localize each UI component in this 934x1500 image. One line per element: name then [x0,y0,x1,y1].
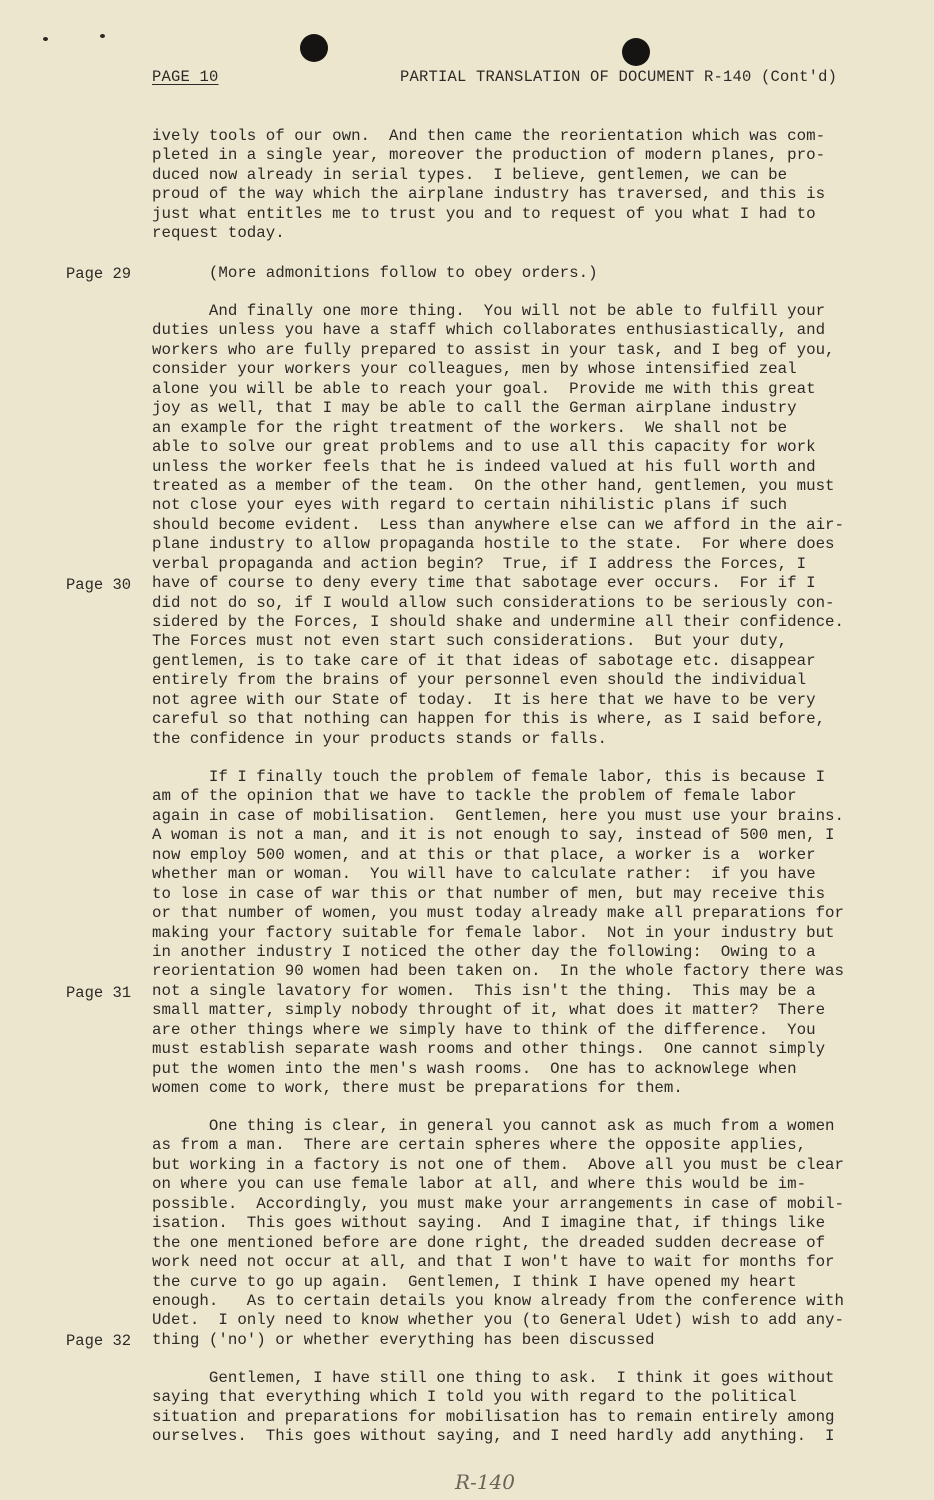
margin-note-page-31: Page 31 [66,984,132,1002]
text-line: The Forces must not even start such considerations. But your duty, [152,632,788,651]
margin-note-page-30: Page 30 [66,576,132,594]
text-line: enough. As to certain details you know already from the conference with [152,1291,845,1310]
punch-hole-right [622,38,650,66]
text-line: in another industry I noticed the other day the following: Owing to a [152,942,816,961]
text-line: And finally one more thing. You will not be able to fulfill your [152,302,826,320]
margin-note-page-29: Page 29 [66,265,132,283]
text-line: just what entitles me to trust you and to request of you what I had to [152,204,816,223]
text-line: the one mentioned before are done right, the dreaded sudden decrease of [152,1233,826,1252]
text-line: saying that everything which I told you with regard to the political [152,1388,797,1407]
text-line: work need not occur at all, and that I won't have to wait for months for [152,1253,835,1272]
text-line: should become evident. Less than anywhere else can we afford in the air- [152,515,845,534]
text-line: possible. Accordingly, you must make your arrangements in case of mobil- [152,1194,845,1213]
handwritten-document-mark: R-140 [455,1470,515,1494]
text-line: verbal propaganda and action begin? True, if I address the Forces, I [152,554,807,573]
paragraph-3 [152,302,862,749]
text-line: have of course to deny every time that sabotage ever occurs. For if I [152,574,816,593]
paragraph-6 [152,1369,862,1447]
text-line: but working in a factory is not one of them. Above all you must be clear [152,1155,845,1174]
text-line: reorientation 90 women had been taken on. In the whole factory there was [152,962,845,981]
text-line: (More admonitions follow to obey orders.) [152,264,598,282]
text-line: an example for the right treatment of the workers. We shall not be [152,418,788,437]
text-line: the curve to go up again. Gentlemen, I think I have opened my heart [152,1272,797,1291]
text-line: request today. [152,224,285,243]
text-line: put the women into the men's wash rooms. One has to acknowlege when [152,1059,797,1078]
text-line: workers who are fully prepared to assist in your task, and I beg of you, [152,340,835,359]
text-line: isation. This goes without saying. And I imagine that, if things like [152,1214,826,1233]
document-title: PARTIAL TRANSLATION OF DOCUMENT R-140 (Cont'd) [400,68,838,86]
text-line: now employ 500 women, and at this or that place, a worker is a worker [152,845,816,864]
text-line: gentlemen, is to take care of it that ideas of sabotage etc. disappear [152,651,816,670]
text-line: ourselves. This goes without saying, and I need hardly add anything. I [152,1427,835,1446]
punch-hole-left [300,34,328,62]
text-line: or that number of women, you must today already make all preparations for [152,904,845,923]
paragraph-5 [152,1117,862,1350]
text-line: did not do so, if I would allow such considerations to be seriously con- [152,593,835,612]
text-line: Udet. I only need to know whether you (to General Udet) wish to add any- [152,1311,845,1330]
text-line: duties unless you have a staff which collaborates enthusiastically, and [152,321,826,340]
paragraph-2 [152,264,862,283]
text-line: ively tools of our own. And then came the reorientation which was com- [152,127,826,145]
text-line: alone you will be able to reach your goal. Provide me with this great [152,379,816,398]
text-line: If I finally touch the problem of female labor, this is because I [152,768,826,786]
margin-note-page-32: Page 32 [66,1332,132,1350]
text-line: not a single lavatory for women. This isn't the thing. This may be a [152,981,816,1000]
text-line: sidered by the Forces, I should shake and undermine all their confidence. [152,613,845,631]
text-line: pleted in a single year, moreover the production of modern planes, pro- [152,146,826,165]
text-line: not close your eyes with regard to certain nihilistic plans if such [152,496,788,515]
ink-speck [100,34,105,38]
text-line: women come to work, there must be preparations for them. [152,1079,683,1097]
text-line: situation and preparations for mobilisation has to remain entirely among [152,1407,835,1426]
page-number-label: PAGE 10 [152,68,219,86]
text-line: careful so that nothing can happen for this is where, as I said before, [152,710,826,729]
text-line: Gentlemen, I have still one thing to ask. I think it goes without [152,1369,835,1387]
text-line: must establish separate wash rooms and other things. One cannot simply [152,1040,826,1059]
text-line: A woman is not a man, and it is not enough to say, instead of 500 men, I [152,826,835,845]
text-line: unless the worker feels that he is indeed valued at his full worth and [152,457,816,476]
text-line: small matter, simply nobody throught of it, what does it matter? There [152,1001,826,1020]
text-line: on where you can use female labor at all, and where this would be im- [152,1175,807,1194]
text-line: the confidence in your products stands or falls. [152,729,608,748]
text-line: plane industry to allow propaganda hostile to the state. For where does [152,535,835,554]
text-line: proud of the way which the airplane industry has traversed, and this is [152,185,826,204]
text-line: am of the opinion that we have to tackle the problem of female labor [152,787,797,806]
text-line: entirely from the brains of your personnel even should the individual [152,671,807,690]
text-line: are other things where we simply have to think of the difference. You [152,1020,816,1039]
text-line: again in case of mobilisation. Gentlemen, here you must use your brains. [152,806,845,825]
text-line: One thing is clear, in general you cannot ask as much from a women [152,1117,835,1135]
text-line: not agree with our State of today. It is here that we have to be very [152,690,816,709]
text-line: able to solve our great problems and to use all this capacity for work [152,438,816,457]
text-line: making your factory suitable for female labor. Not in your industry but [152,923,835,942]
text-line: joy as well, that I may be able to call the German airplane industry [152,399,797,418]
text-line: treated as a member of the team. On the other hand, gentlemen, you must [152,476,835,495]
paragraph-4 [152,768,862,1098]
paragraph-1 [152,127,862,244]
text-line: as from a man. There are certain spheres where the opposite applies, [152,1136,807,1155]
text-line: consider your workers your colleagues, men by whose intensified zeal [152,360,797,379]
text-line: duced now already in serial types. I believe, gentlemen, we can be [152,165,788,184]
ink-speck [43,37,48,41]
text-line: thing ('no') or whether everything has been discussed [152,1330,655,1349]
text-line: whether man or woman. You will have to calculate rather: if you have [152,865,816,884]
text-line: to lose in case of war this or that number of men, but may receive this [152,884,826,903]
